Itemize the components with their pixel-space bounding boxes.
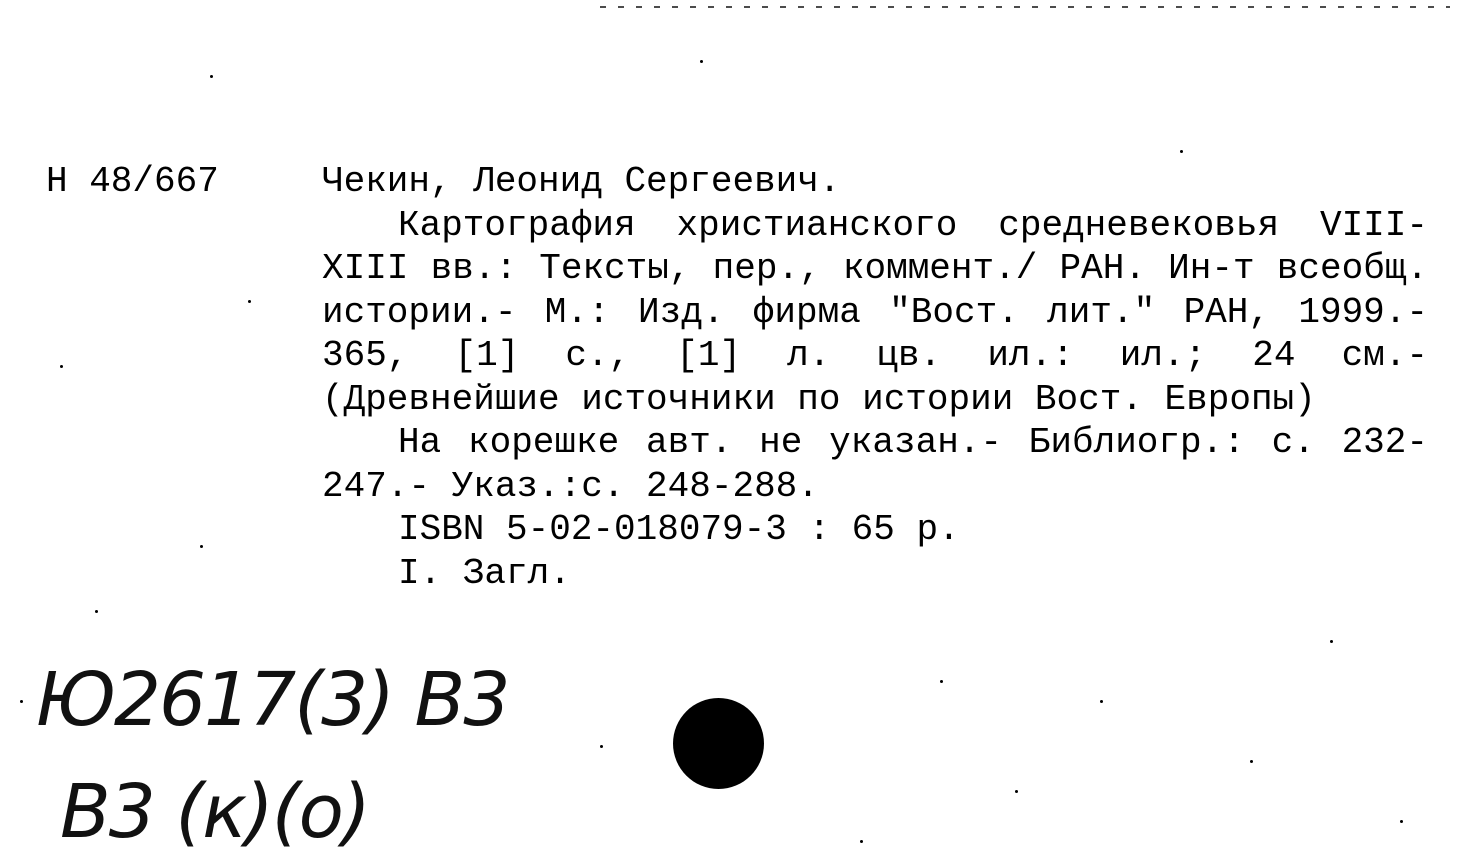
- scan-speck: [248, 300, 251, 303]
- title-description: Картография христианского средневековья VIII- XIII вв.: Тексты, пер., коммент./ РАН. Ин-т всеобщ. истории.- М.: Изд. фирма "Вост. лит." РАН, 1999.- 365, [1] с., [1] л. цв. ил.: ил.; 24 см.- (Древнейшие источники по истории Вост. Европы): [322, 204, 1428, 420]
- scan-speck: [940, 680, 943, 683]
- isbn-price: ISBN 5-02-018079-3 : 65 р.: [398, 509, 960, 550]
- shelfmark: Н 48/667: [46, 161, 219, 202]
- author-heading: Чекин, Леонид Сергеевич.: [322, 161, 841, 202]
- scan-speck: [600, 745, 603, 748]
- bibliographic-entry: [322, 160, 1428, 595]
- notes: На корешке авт. не указан.- Библиогр.: с. 232-247.- Указ.:с. 248-288.: [322, 422, 1428, 507]
- scan-speck: [860, 840, 863, 843]
- scan-speck: [1400, 820, 1403, 823]
- scan-speck: [1330, 640, 1333, 643]
- scan-speck: [210, 75, 213, 78]
- scan-speck: [1180, 150, 1183, 153]
- scan-speck: [1250, 760, 1253, 763]
- scan-speck: [1015, 790, 1018, 793]
- handwritten-call-number: Ю2617(3) В3: [36, 657, 509, 743]
- scan-speck: [60, 365, 63, 368]
- scan-speck: [95, 610, 98, 613]
- handwritten-classification: В3 (к)(о): [60, 769, 369, 855]
- punch-hole-dot: [673, 698, 764, 789]
- scan-edge-artifact: [600, 6, 1450, 8]
- scan-speck: [1100, 700, 1103, 703]
- scan-speck: [20, 700, 23, 703]
- scan-speck: [200, 545, 203, 548]
- added-entry: I. Загл.: [398, 552, 571, 594]
- scan-speck: [700, 60, 703, 63]
